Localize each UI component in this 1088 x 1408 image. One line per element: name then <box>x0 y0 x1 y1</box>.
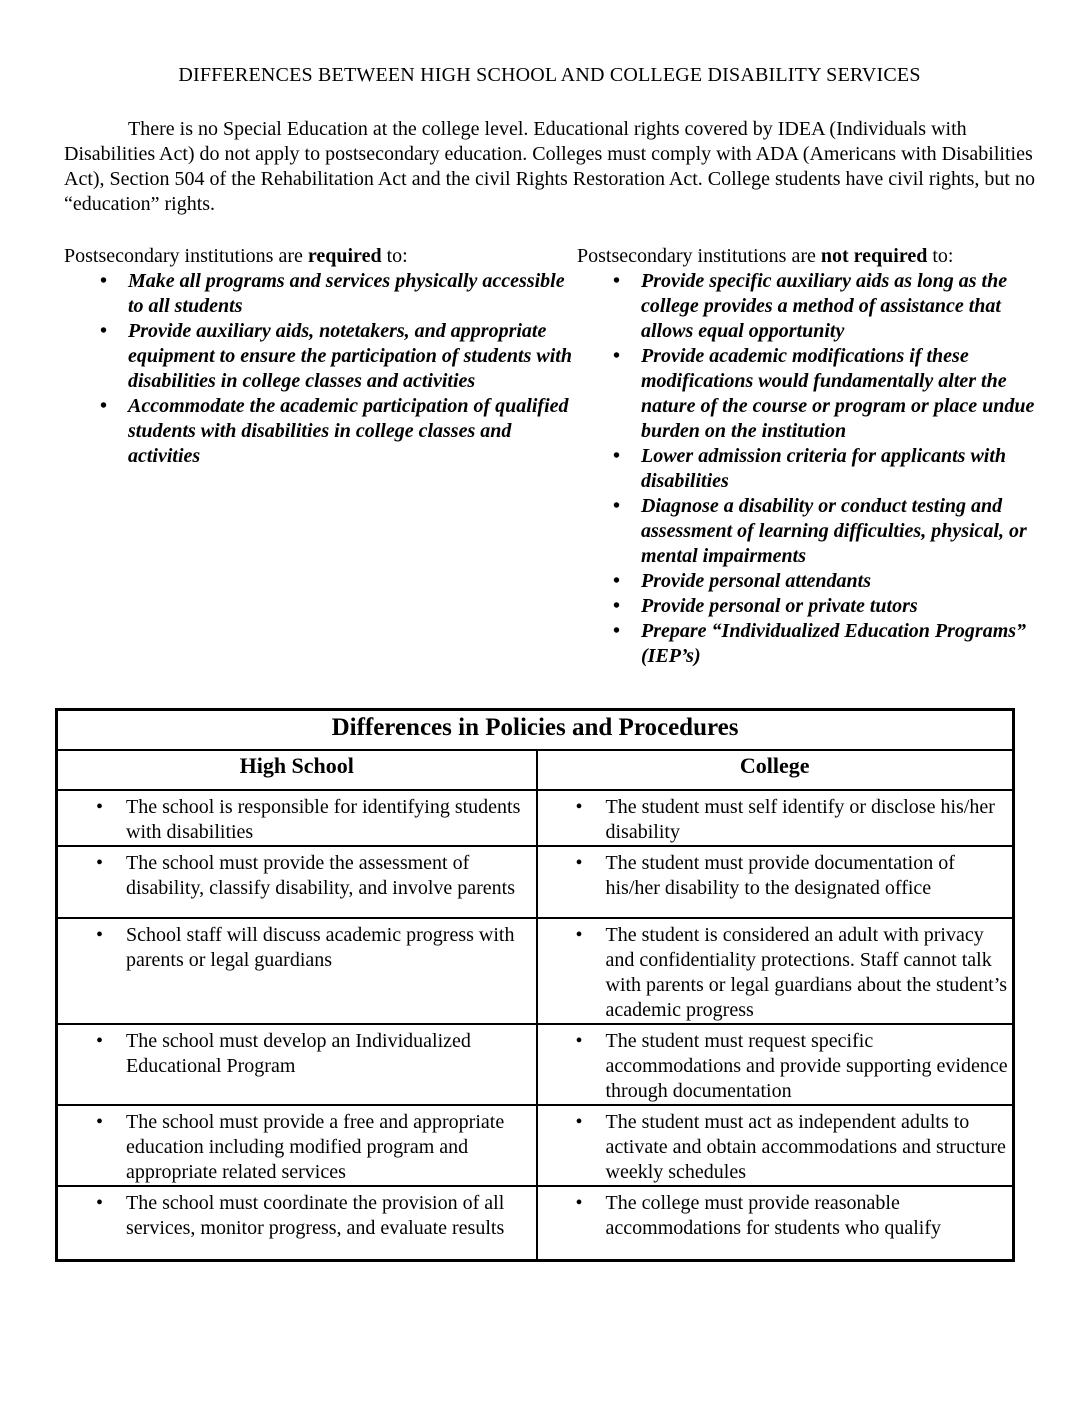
table-header-row <box>57 750 1014 790</box>
high-school-cell <box>57 790 537 846</box>
list-item: • The school is responsible for identifying students with disabilities <box>96 795 532 845</box>
college-cell <box>537 1186 1014 1260</box>
table-row <box>57 790 1014 846</box>
list-item: • Provide academic modifications if these modifications would fundamentally alter the nature of the course or program or place undue burden on the institution <box>613 344 1035 444</box>
table-row <box>57 1186 1014 1260</box>
table-row <box>57 846 1014 918</box>
high-school-cell <box>57 1186 537 1260</box>
list-item: • The school must provide a free and appropriate education including modified program and appropriate related services <box>96 1110 532 1185</box>
list-item: • The student must request specific accommodations and provide supporting evidence through documentation <box>576 1029 1009 1104</box>
college-cell <box>537 918 1014 1024</box>
column-header-college: College <box>537 750 1014 790</box>
table-row <box>57 1105 1014 1186</box>
list-item: • The college must provide reasonable accommodations for students who qualify <box>576 1191 1009 1241</box>
not-required-header <box>577 244 1035 269</box>
list-item: • The student must act as independent adults to activate and obtain accommodations and structure weekly schedules <box>576 1110 1009 1185</box>
not-required-header-suffix: to: <box>927 245 954 267</box>
college-cell <box>537 846 1014 918</box>
list-item: • Diagnose a disability or conduct testing and assessment of learning difficulties, physical, or mental impairments <box>613 494 1035 569</box>
page-title: DIFFERENCES BETWEEN HIGH SCHOOL AND COLLEGE DISABILITY SERVICES <box>178 64 921 86</box>
not-required-list <box>577 269 1035 669</box>
list-item: • The student is considered an adult with privacy and confidentiality protections. Staff cannot talk with parents or legal guardians about the student’s academic progress <box>576 923 1009 1023</box>
table-title-row <box>57 710 1014 751</box>
policies-table <box>55 708 1015 1262</box>
list-item: • The student must provide documentation of his/her disability to the designated office <box>576 851 1009 901</box>
list-item: • Prepare “Individualized Education Programs” (IEP’s) <box>613 619 1035 669</box>
high-school-cell <box>57 1024 537 1105</box>
table-row <box>57 1024 1014 1105</box>
high-school-cell <box>57 1105 537 1186</box>
list-item: • The school must develop an Individualized Educational Program <box>96 1029 532 1079</box>
list-item: • Provide personal attendants <box>613 569 1035 594</box>
required-header-suffix: to: <box>381 245 408 267</box>
intro-paragraph: There is no Special Education at the college level. Educational rights covered by IDEA (Individuals with Disabilities Act) do not apply to postsecondary education. Colleges must comply with ADA (Americans with Disabilities Act), Section 504 of the Rehabilitation Act and the civil Rights Restoration Act. College students have civil rights, but no “education” rights. <box>64 118 1035 215</box>
required-list <box>64 269 577 469</box>
required-section <box>64 244 577 469</box>
list-item: • The school must provide the assessment of disability, classify disability, and involve parents <box>96 851 532 901</box>
required-header <box>64 244 577 269</box>
not-required-section <box>577 244 1035 669</box>
table-row <box>57 918 1014 1024</box>
list-item: • Make all programs and services physically accessible to all students <box>100 269 577 319</box>
list-item: • Provide auxiliary aids, notetakers, and appropriate equipment to ensure the participation of students with disabilities in college classes and activities <box>100 319 577 394</box>
not-required-header-bold: not required <box>820 245 928 267</box>
required-header-prefix: Postsecondary institutions are <box>64 245 308 267</box>
column-header-high-school: High School <box>57 750 537 790</box>
requirements-columns <box>64 244 1035 669</box>
college-cell <box>537 1105 1014 1186</box>
college-cell <box>537 1024 1014 1105</box>
college-cell <box>537 790 1014 846</box>
list-item: • The student must self identify or disclose his/her disability <box>576 795 1009 845</box>
high-school-cell <box>57 918 537 1024</box>
required-header-bold: required <box>307 245 382 267</box>
list-item: • School staff will discuss academic progress with parents or legal guardians <box>96 923 532 973</box>
high-school-cell <box>57 846 537 918</box>
list-item: • Accommodate the academic participation of qualified students with disabilities in college classes and activities <box>100 394 577 469</box>
table-title: Differences in Policies and Procedures <box>57 710 1014 751</box>
not-required-header-prefix: Postsecondary institutions are <box>577 245 821 267</box>
list-item: • The school must coordinate the provision of all services, monitor progress, and evaluate results <box>96 1191 532 1241</box>
list-item: • Provide personal or private tutors <box>613 594 1035 619</box>
list-item: • Provide specific auxiliary aids as long as the college provides a method of assistance that allows equal opportunity <box>613 269 1035 344</box>
list-item: • Lower admission criteria for applicants with disabilities <box>613 444 1035 494</box>
